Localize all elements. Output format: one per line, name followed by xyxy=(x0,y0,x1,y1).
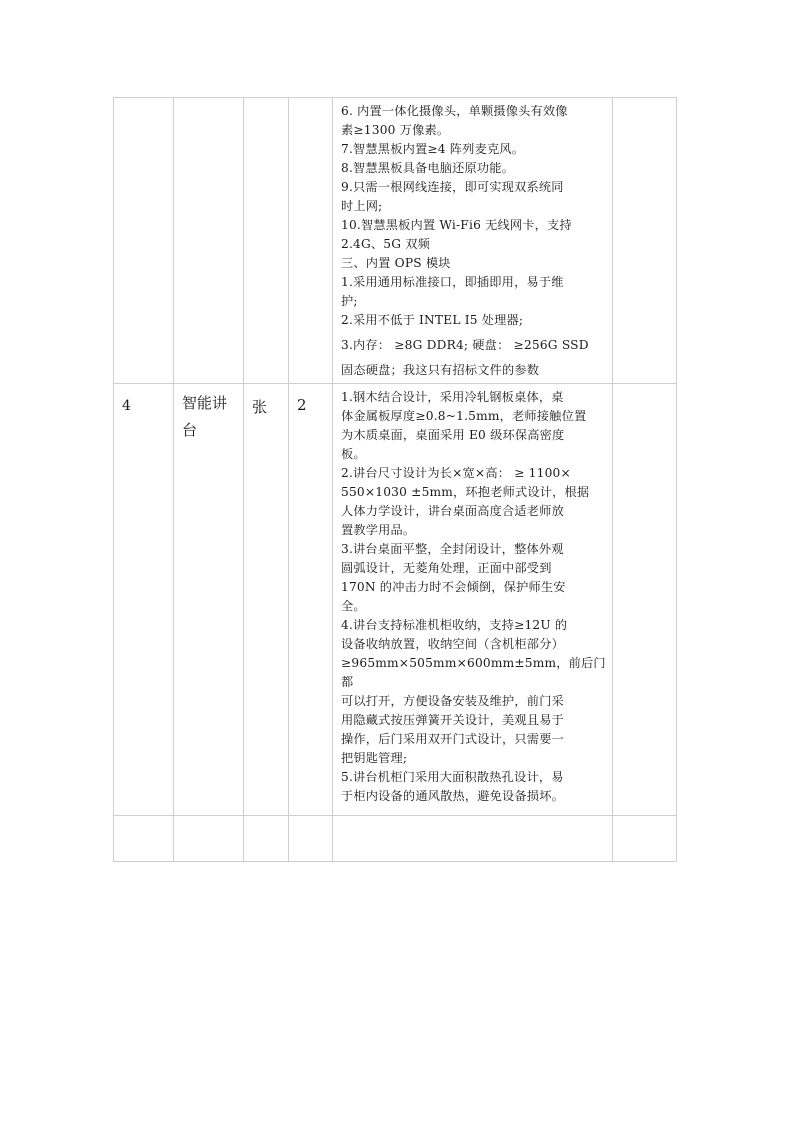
desc-line: 2.采用不低于 INTEL I5 处理器; xyxy=(341,313,524,327)
desc-line: 550×1030 ±5mm，环抱老师式设计，根据 xyxy=(341,485,590,499)
table-row xyxy=(114,384,677,816)
desc-line: 8.智慧黑板具备电脑还原功能。 xyxy=(341,161,515,175)
desc-line: 170N 的冲击力时不会倾倒，保护师生安 xyxy=(341,580,566,594)
item-unit xyxy=(244,98,289,384)
desc-line: 用隐藏式按压弹簧开关设计，美观且易于 xyxy=(341,713,564,727)
desc-line: 全。 xyxy=(341,599,366,613)
desc-line: 4.讲台支持标准机柜收纳，支持≥12U 的 xyxy=(341,618,568,632)
desc-line: 2.讲台尺寸设计为长×宽×高： ≥ 1100× xyxy=(341,466,571,480)
item-name: 智能讲台 xyxy=(174,384,244,816)
table-row xyxy=(114,816,677,862)
table-row xyxy=(114,98,677,384)
item-quantity xyxy=(289,98,333,384)
desc-line: 素≥1300 万像素。 xyxy=(341,123,450,137)
item-unit: 张 xyxy=(244,384,289,816)
item-name xyxy=(174,816,244,862)
desc-line: 三、内置 OPS 模块 xyxy=(341,256,451,270)
desc-line: 1.采用通用标准接口，即插即用，易于维 xyxy=(341,275,564,289)
desc-line: 固态硬盘；我这只有招标文件的参数 xyxy=(341,363,540,377)
item-description xyxy=(333,98,613,384)
desc-line: 设备收纳放置，收纳空间（含机柜部分） xyxy=(341,637,564,651)
row-number: 4 xyxy=(114,384,174,816)
desc-line: 为木质桌面，桌面采用 E0 级环保高密度 xyxy=(341,428,565,442)
desc-line: 9.只需一根网线连接，即可实现双系统同 xyxy=(341,180,564,194)
item-description xyxy=(333,384,613,816)
desc-line: 1.钢木结合设计，采用冷轧钢板桌体，桌 xyxy=(341,390,564,404)
desc-line: 置教学用品。 xyxy=(341,523,416,537)
remarks-cell xyxy=(613,816,677,862)
desc-line: 操作，后门采用双开门式设计，只需要一 xyxy=(341,732,564,746)
desc-line: 6. 内置一体化摄像头，单颗摄像头有效像 xyxy=(341,104,568,118)
row-number xyxy=(114,816,174,862)
desc-line: 护; xyxy=(341,294,358,308)
desc-line: 7.智慧黑板内置≥4 阵列麦克风。 xyxy=(341,142,525,156)
item-quantity: 2 xyxy=(289,384,333,816)
desc-line: 体金属板厚度≥0.8~1.5mm，老师接触位置 xyxy=(341,409,587,423)
desc-line: 于柜内设备的通风散热，避免设备损坏。 xyxy=(341,789,564,803)
spec-table xyxy=(113,97,677,862)
desc-line: 圆弧设计，无菱角处理，正面中部受到 xyxy=(341,561,552,575)
desc-line: 10.智慧黑板内置 Wi-Fi6 无线网卡，支持 xyxy=(341,218,572,232)
item-unit xyxy=(244,816,289,862)
desc-line: 2.4G、5G 双频 xyxy=(341,237,431,251)
item-quantity xyxy=(289,816,333,862)
remarks-cell xyxy=(613,98,677,384)
remarks-cell xyxy=(613,384,677,816)
desc-line: 时上网; xyxy=(341,199,383,213)
item-name xyxy=(174,98,244,384)
row-number xyxy=(114,98,174,384)
item-description xyxy=(333,816,613,862)
desc-line: 把钥匙管理; xyxy=(341,751,408,765)
desc-line: 3.内存： ≥8G DDR4; 硬盘： ≥256G SSD xyxy=(341,338,589,352)
desc-line: 人体力学设计，讲台桌面高度合适老师放 xyxy=(341,504,564,518)
desc-line: 5.讲台机柜门采用大面积散热孔设计，易 xyxy=(341,770,564,784)
desc-line: ≥965mm×505mm×600mm±5mm，前后门都 xyxy=(341,656,606,689)
desc-line: 板。 xyxy=(341,447,366,461)
desc-line: 可以打开，方便设备安装及维护，前门采 xyxy=(341,694,564,708)
desc-line: 3.讲台桌面平整，全封闭设计，整体外观 xyxy=(341,542,564,556)
